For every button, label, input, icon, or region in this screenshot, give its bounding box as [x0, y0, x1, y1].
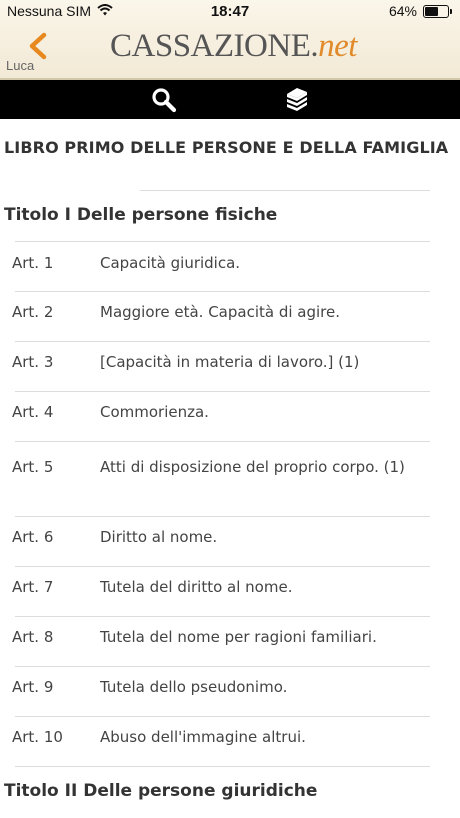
article-label: [Capacità in materia di lavoro.] (1) — [100, 353, 360, 371]
article-number: Art. 3 — [12, 353, 54, 371]
section-title-2[interactable]: Titolo II Delle persone giuridiche — [4, 781, 318, 801]
clock: 18:47 — [210, 3, 250, 20]
logo-dot: . — [310, 28, 319, 64]
logo-main: CASSAZIONE — [110, 28, 311, 64]
battery-tip — [450, 9, 452, 14]
divider — [15, 716, 430, 717]
divider — [140, 190, 430, 191]
search-button[interactable] — [151, 87, 177, 113]
status-bar — [0, 0, 460, 24]
article-label: Atti di disposizione del proprio corpo. (1) — [100, 458, 405, 476]
article-number: Art. 1 — [12, 254, 54, 272]
article-number: Art. 7 — [12, 578, 54, 596]
article-label: Maggiore età. Capacità di agire. — [100, 303, 340, 321]
article-number: Art. 2 — [12, 303, 54, 321]
search-icon — [151, 87, 177, 113]
divider — [15, 616, 430, 617]
logo-suffix: net — [318, 28, 357, 64]
divider — [15, 516, 430, 517]
back-label[interactable]: Luca — [6, 58, 35, 73]
article-number: Art. 9 — [12, 678, 54, 696]
divider — [15, 241, 430, 242]
battery-percent: 64% — [388, 3, 417, 19]
app-header — [0, 0, 460, 78]
divider — [15, 391, 430, 392]
divider — [15, 766, 430, 767]
divider — [15, 566, 430, 567]
article-number: Art. 8 — [12, 628, 54, 646]
article-label: Tutela dello pseudonimo. — [100, 678, 288, 696]
books-button[interactable] — [284, 87, 310, 113]
divider — [15, 341, 430, 342]
divider — [15, 666, 430, 667]
article-label: Capacità giuridica. — [100, 254, 241, 272]
article-number: Art. 10 — [12, 728, 63, 746]
article-number: Art. 6 — [12, 528, 54, 546]
battery-icon — [423, 5, 449, 18]
article-label: Diritto al nome. — [100, 528, 218, 546]
article-label: Tutela del diritto al nome. — [100, 578, 293, 596]
site-logo — [110, 28, 357, 65]
article-number: Art. 5 — [12, 458, 54, 476]
article-number: Art. 4 — [12, 403, 54, 421]
article-label: Tutela del nome per ragioni familiari. — [100, 628, 377, 646]
article-label: Abuso dell'immagine altrui. — [100, 728, 306, 746]
article-label: Commorienza. — [100, 403, 209, 421]
divider — [15, 441, 430, 442]
books-icon — [284, 87, 310, 113]
toolbar — [0, 78, 460, 119]
section-title-1[interactable]: Titolo I Delle persone fisiche — [4, 205, 278, 225]
carrier-label: Nessuna SIM — [7, 3, 92, 19]
book-title: LIBRO PRIMO DELLE PERSONE E DELLA FAMIGLIA — [4, 138, 449, 157]
divider — [15, 291, 430, 292]
